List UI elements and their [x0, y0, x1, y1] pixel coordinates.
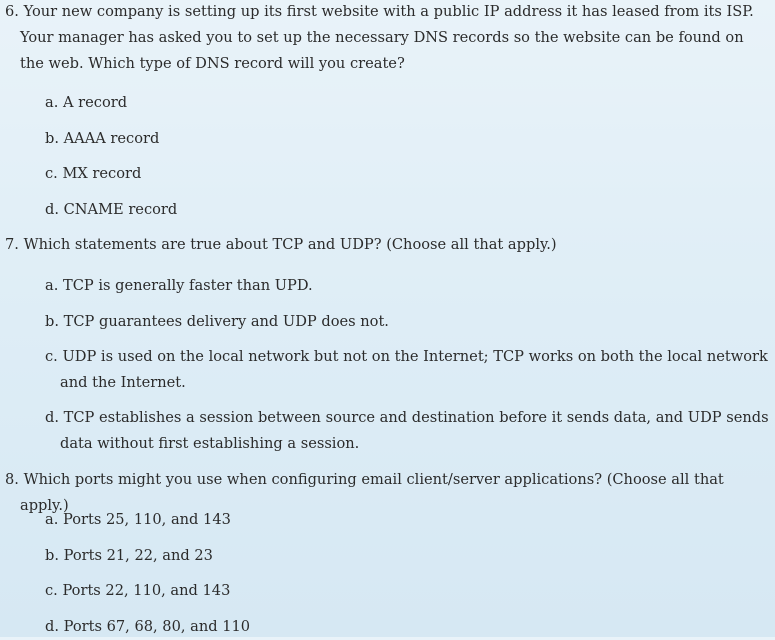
option-letter: b.: [45, 547, 59, 564]
option-7d[interactable]: [45, 405, 770, 457]
option-6a[interactable]: [45, 90, 770, 116]
option-8b[interactable]: [45, 543, 770, 569]
question-7: [5, 232, 770, 258]
option-letter: c.: [45, 582, 58, 599]
option-letter: a.: [45, 511, 59, 528]
option-text: AAAA record: [63, 130, 160, 147]
option-letter: c.: [45, 348, 58, 365]
option-text: TCP establishes a session between source and destination before it sends data, and UDP sends data without first establishing a session.: [60, 409, 769, 452]
question-text: Your new company is setting up its first website with a public IP address it has leased from its ISP. Your manager has asked you to set up the necessary DNS records so the website can be found on the web. Which type of DNS record will you create?: [20, 3, 754, 72]
option-letter: d.: [45, 201, 59, 218]
question-number: 6.: [5, 3, 19, 20]
option-text: MX record: [62, 165, 142, 182]
option-letter: a.: [45, 94, 59, 111]
option-7c[interactable]: [45, 344, 770, 396]
question-text: Which ports might you use when configuring email client/server applications? (Choose all that apply.): [20, 471, 724, 514]
question-number: 8.: [5, 471, 19, 488]
option-8a[interactable]: [45, 507, 770, 533]
option-letter: d.: [45, 618, 59, 635]
option-letter: a.: [45, 277, 59, 294]
option-letter: b.: [45, 130, 59, 147]
question-number: 7.: [5, 236, 19, 253]
option-8c[interactable]: [45, 578, 770, 604]
option-text: TCP is generally faster than UPD.: [62, 277, 313, 294]
option-letter: b.: [45, 313, 59, 330]
question-text: Which statements are true about TCP and UDP? (Choose all that apply.): [23, 236, 557, 253]
option-text: Ports 22, 110, and 143: [62, 582, 231, 599]
option-text: Ports 25, 110, and 143: [62, 511, 231, 528]
option-6c[interactable]: [45, 161, 770, 187]
option-8d[interactable]: [45, 614, 770, 640]
option-text: CNAME record: [63, 201, 178, 218]
option-text: TCP guarantees delivery and UDP does not.: [63, 313, 389, 330]
option-7a[interactable]: [45, 273, 770, 299]
question-6: [5, 0, 770, 77]
option-text: UDP is used on the local network but not on the Internet; TCP works on both the local network and the Internet.: [60, 348, 768, 391]
option-6b[interactable]: [45, 126, 770, 152]
option-text: Ports 21, 22, and 23: [63, 547, 213, 564]
option-letter: c.: [45, 165, 58, 182]
option-6d[interactable]: [45, 197, 770, 223]
option-text: A record: [62, 94, 128, 111]
option-7b[interactable]: [45, 309, 770, 335]
option-letter: d.: [45, 409, 59, 426]
option-text: Ports 67, 68, 80, and 110: [63, 618, 251, 635]
